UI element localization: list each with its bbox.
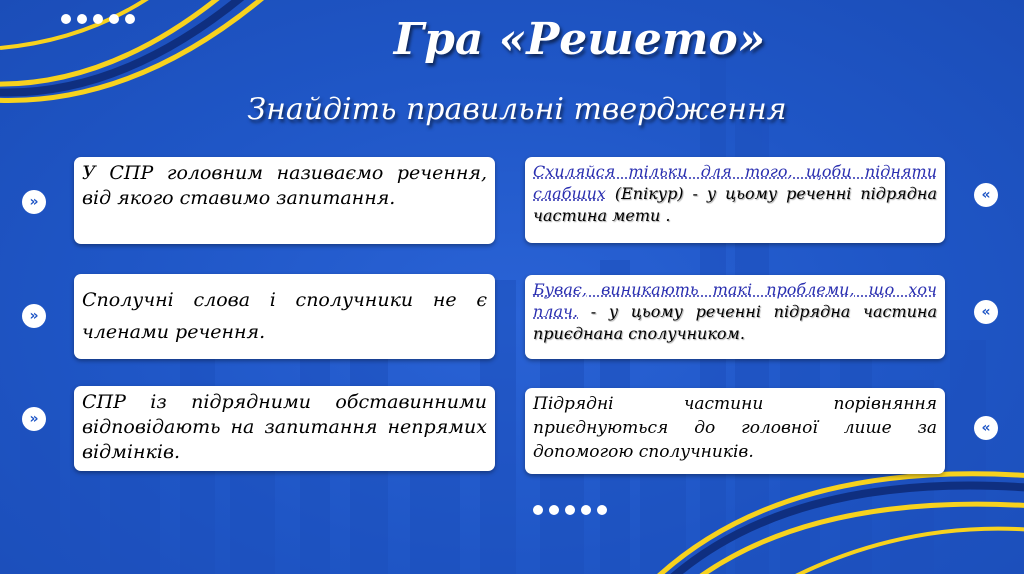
move-left-button-1[interactable]: « [974,183,998,207]
statement-card-left-1[interactable] [74,157,495,244]
dot-icon [549,505,559,515]
statement-card-right-2[interactable] [525,275,945,359]
move-right-button-2[interactable]: » [22,304,46,328]
statement-text: Підрядні частини порівняння приєднуються до головної лише за допомогою сполучників. [533,394,937,462]
dot-icon [581,505,591,515]
slide-title: Гра «Решето» [393,14,766,65]
statement-text: СПР із підрядними обставинними відповідають на запитання непрямих відмінків. [82,391,487,463]
dot-icon [565,505,575,515]
dots-ornament-bottom [533,505,607,515]
quote-text: Буває, виникають такі проблеми, що хоч плач. [533,280,937,321]
statement-text: У СПР головним називаємо речення, від якого ставимо запитання. [82,162,487,209]
quote-text: Схиляйся тільки для того, щоби підняти слабших [533,162,937,203]
statement-card-right-3[interactable] [525,388,945,474]
statement-text: - у цьому реченні підрядна частина приєднана сполучником. [533,302,937,343]
move-right-button-1[interactable]: » [22,190,46,214]
statement-card-left-3[interactable] [74,386,495,471]
statement-card-left-2[interactable] [74,274,495,359]
dot-icon [533,505,543,515]
move-left-button-3[interactable]: « [974,416,998,440]
dot-icon [597,505,607,515]
statement-text: Сполучні слова і сполучники не є членами речення. [82,289,487,343]
move-right-button-3[interactable]: » [22,407,46,431]
statement-text: (Епікур) - у цьому реченні підрядна частина мети . [533,184,937,225]
move-left-button-2[interactable]: « [974,300,998,324]
slide-subtitle: Знайдіть правильні твердження [247,92,787,127]
statement-card-right-1[interactable] [525,157,945,243]
